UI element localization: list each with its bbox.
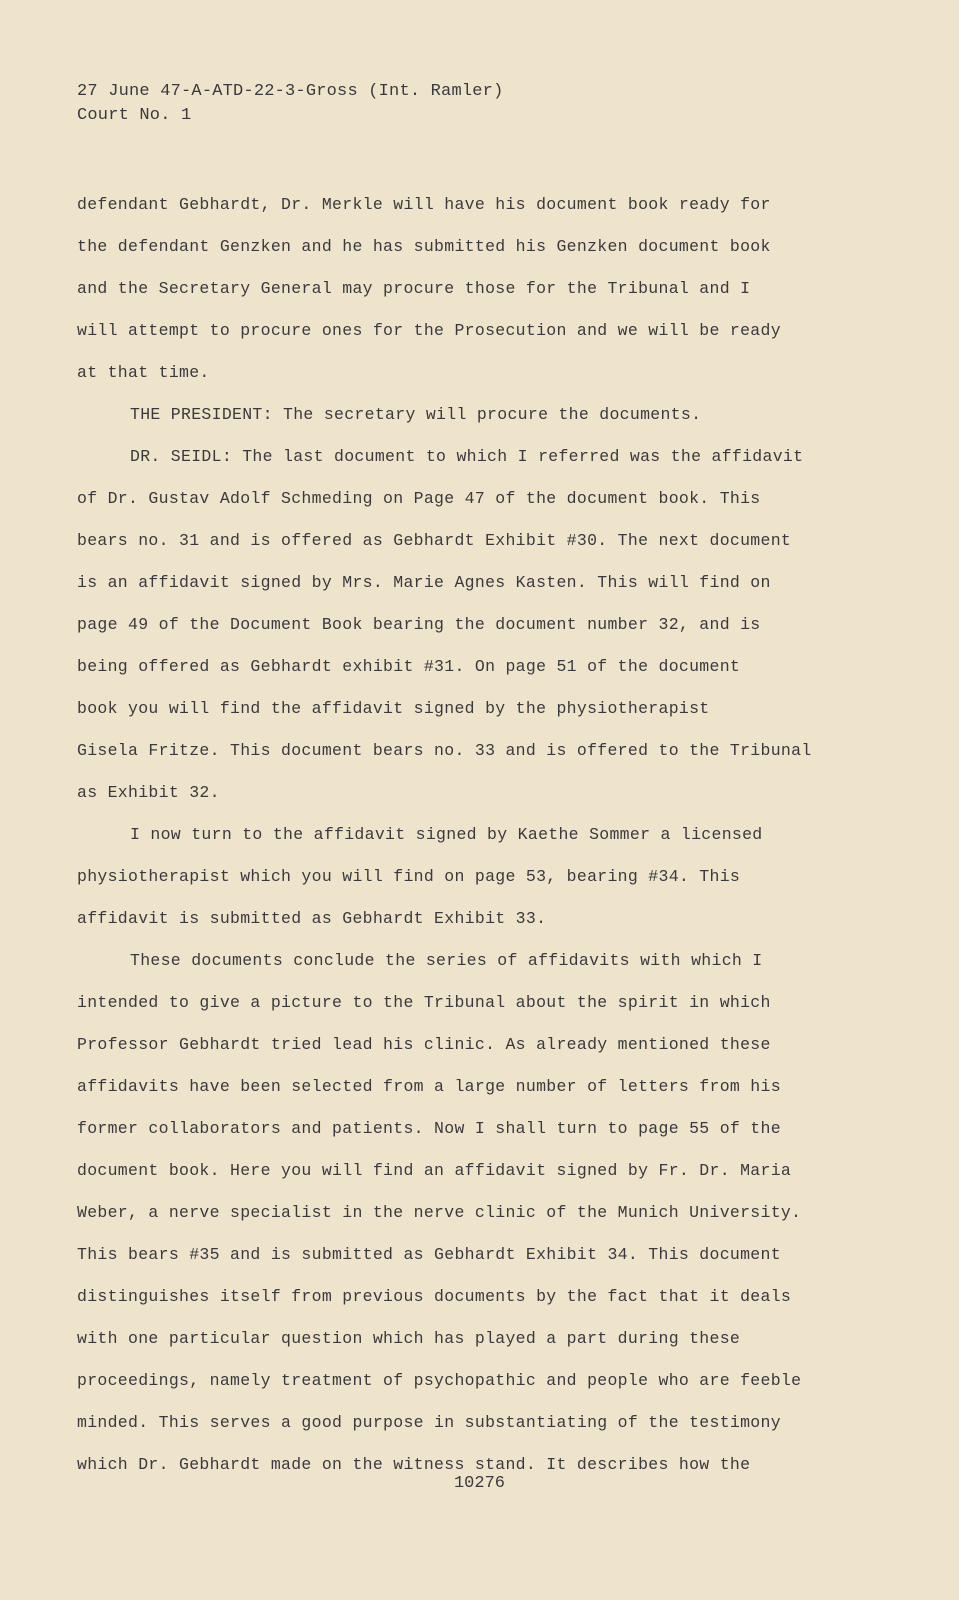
text-line: at that time. xyxy=(77,363,210,382)
text-line: and the Secretary General may procure those for the Tribunal and I xyxy=(77,279,751,298)
text-line: page 49 of the Document Book bearing the document number 32, and is xyxy=(77,615,761,634)
text-line: THE PRESIDENT: The secretary will procure the documents. xyxy=(130,405,702,424)
text-line: defendant Gebhardt, Dr. Merkle will have his document book ready for xyxy=(77,195,771,214)
text-line: Gisela Fritze. This document bears no. 33 and is offered to the Tribunal xyxy=(77,741,812,760)
text-line: distinguishes itself from previous documents by the fact that it deals xyxy=(77,1287,792,1306)
page-number: 10276 xyxy=(453,1474,505,1493)
text-line: with one particular question which has played a part during these xyxy=(77,1329,741,1348)
text-line: Weber, a nerve specialist in the nerve clinic of the Munich University. xyxy=(77,1203,802,1222)
text-line: These documents conclude the series of affidavits with which I xyxy=(130,951,763,970)
text-line: former collaborators and patients. Now I shall turn to page 55 of the xyxy=(77,1119,781,1138)
text-line: as Exhibit 32. xyxy=(77,783,220,802)
text-line: affidavit is submitted as Gebhardt Exhibit 33. xyxy=(77,909,547,928)
text-line: document book. Here you will find an affidavit signed by Fr. Dr. Maria xyxy=(77,1161,792,1180)
text-line: affidavits have been selected from a large number of letters from his xyxy=(77,1077,781,1096)
text-line: physiotherapist which you will find on page 53, bearing #34. This xyxy=(77,867,741,886)
text-line: minded. This serves a good purpose in substantiating of the testimony xyxy=(77,1413,781,1432)
text-line: is an affidavit signed by Mrs. Marie Agnes Kasten. This will find on xyxy=(77,573,771,592)
text-line: book you will find the affidavit signed by the physiotherapist xyxy=(77,699,710,718)
text-line: DR. SEIDL: The last document to which I referred was the affidavit xyxy=(130,447,804,466)
header-session-line: 27 June 47-A-ATD-22-3-Gross (Int. Ramler) xyxy=(77,82,504,101)
header-court-line: Court No. 1 xyxy=(77,106,192,125)
text-line: will attempt to procure ones for the Prosecution and we will be ready xyxy=(77,321,781,340)
text-line: I now turn to the affidavit signed by Kaethe Sommer a licensed xyxy=(130,825,763,844)
text-line: the defendant Genzken and he has submitted his Genzken document book xyxy=(77,237,771,256)
text-line: of Dr. Gustav Adolf Schmeding on Page 47 of the document book. This xyxy=(77,489,761,508)
text-line: intended to give a picture to the Tribunal about the spirit in which xyxy=(77,993,771,1012)
transcript-body xyxy=(77,184,837,1486)
text-line: being offered as Gebhardt exhibit #31. On page 51 of the document xyxy=(77,657,741,676)
text-line: proceedings, namely treatment of psychopathic and people who are feeble xyxy=(77,1371,802,1390)
text-line: which Dr. Gebhardt made on the witness stand. It describes how the xyxy=(77,1455,751,1474)
text-line: Professor Gebhardt tried lead his clinic. As already mentioned these xyxy=(77,1035,771,1054)
page-header xyxy=(77,80,503,128)
text-line: bears no. 31 and is offered as Gebhardt Exhibit #30. The next document xyxy=(77,531,792,550)
text-line: This bears #35 and is submitted as Gebhardt Exhibit 34. This document xyxy=(77,1245,781,1264)
